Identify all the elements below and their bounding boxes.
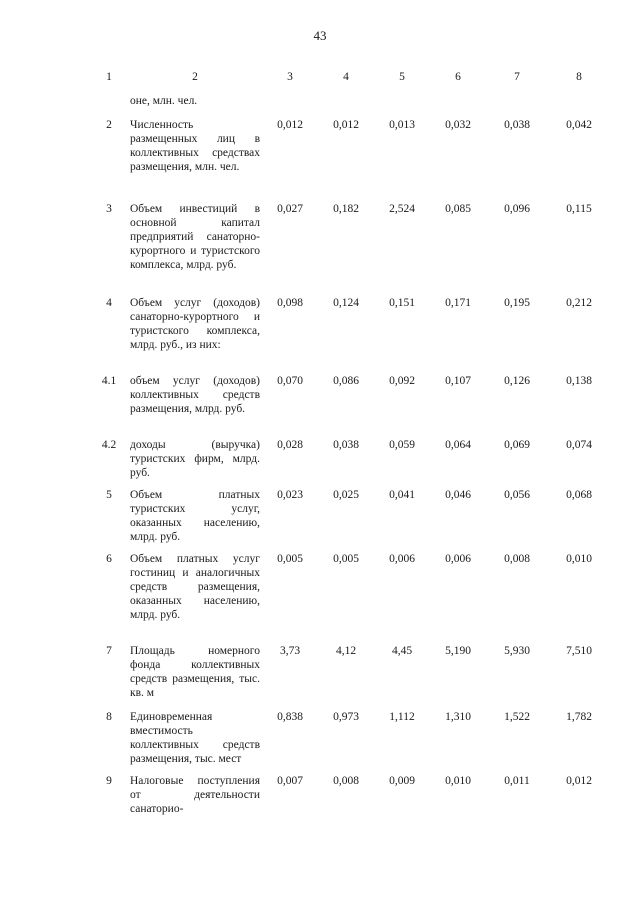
row-number: 3 (106, 203, 112, 215)
value-cell: 0,070 (277, 375, 303, 387)
row-description: Площадь номерного фонда коллективных средств размещения, тыс. кв. м (130, 645, 260, 699)
row-description: доходы (выручка) туристских фирм, млрд. руб. (130, 439, 260, 479)
value-cell: 0,012 (566, 775, 592, 787)
table-row (90, 710, 610, 774)
header-cell: 8 (576, 71, 582, 83)
row-number: 2 (106, 119, 112, 131)
value-cell: 0,041 (389, 489, 415, 501)
value-cell: 1,112 (389, 711, 415, 723)
header-cell: 4 (343, 71, 349, 83)
row-number: 9 (106, 775, 112, 787)
value-cell: 0,010 (566, 553, 592, 565)
value-cell: 0,138 (566, 375, 592, 387)
value-cell: 0,038 (333, 439, 359, 451)
value-cell: 0,013 (389, 119, 415, 131)
value-cell: 0,056 (504, 489, 530, 501)
value-cell: 5,930 (504, 645, 530, 657)
value-cell: 0,115 (566, 203, 592, 215)
header-cell: 3 (287, 71, 293, 83)
row-number: 4.2 (101, 439, 117, 451)
value-cell: 1,782 (566, 711, 592, 723)
page-number: 43 (313, 28, 327, 43)
table-row (90, 438, 610, 488)
value-cell: 0,006 (445, 553, 471, 565)
value-cell: 4,45 (391, 645, 413, 657)
value-cell: 0,027 (277, 203, 303, 215)
row-number: 4.1 (101, 375, 117, 387)
value-cell: 5,190 (445, 645, 471, 657)
value-cell: 0,008 (333, 775, 359, 787)
table-row (90, 644, 610, 710)
value-cell: 0,074 (566, 439, 592, 451)
value-cell: 0,838 (277, 711, 303, 723)
value-cell: 0,023 (277, 489, 303, 501)
header-row (90, 70, 610, 92)
row-description: Единовременная вместимость коллективных средств размещения, тыс. мест (130, 711, 260, 765)
table-row (90, 202, 610, 296)
indicators-table (90, 70, 610, 824)
table-row (90, 774, 610, 824)
value-cell: 1,310 (445, 711, 471, 723)
header-cell: 6 (455, 71, 461, 83)
value-cell: 0,107 (445, 375, 471, 387)
row-description: Численность размещенных лиц в коллективных средствах размещения, млн. чел. (130, 119, 260, 173)
value-cell: 0,005 (333, 553, 359, 565)
value-cell: 0,182 (333, 203, 359, 215)
value-cell: 0,151 (389, 297, 415, 309)
value-cell: 0,032 (445, 119, 471, 131)
value-cell: 0,011 (504, 775, 530, 787)
value-cell: 0,025 (333, 489, 359, 501)
value-cell: 0,010 (445, 775, 471, 787)
value-cell: 0,126 (504, 375, 530, 387)
value-cell: 0,046 (445, 489, 471, 501)
value-cell: 0,059 (389, 439, 415, 451)
value-cell: 0,124 (333, 297, 359, 309)
row-number: 6 (106, 553, 112, 565)
value-cell: 0,092 (389, 375, 415, 387)
row-number: 4 (106, 297, 112, 309)
header-cell: 5 (399, 71, 405, 83)
value-cell: 0,098 (277, 297, 303, 309)
row-description: Налоговые поступления от деятельности санаторио- (130, 775, 260, 815)
value-cell: 2,524 (389, 203, 415, 215)
value-cell: 0,068 (566, 489, 592, 501)
value-cell: 0,005 (277, 553, 303, 565)
value-cell: 0,195 (504, 297, 530, 309)
table-row (90, 374, 610, 438)
row-description: Объем инвестиций в основной капитал предприятий санаторно-курортного и туристского комплекса, млрд. руб. (130, 203, 260, 271)
table-row (90, 552, 610, 644)
header-cell: 2 (192, 71, 198, 83)
row-number: 7 (106, 645, 112, 657)
value-cell: 0,007 (277, 775, 303, 787)
value-cell: 0,009 (389, 775, 415, 787)
row-description: Объем платных туристских услуг, оказанных населению, млрд. руб. (130, 489, 260, 543)
value-cell: 0,085 (445, 203, 471, 215)
table-row (90, 118, 610, 202)
row-description: Объем услуг (доходов) санаторно-курортного и туристского комплекса, млрд. руб., из них: (130, 297, 260, 351)
value-cell: 0,086 (333, 375, 359, 387)
value-cell: 0,171 (445, 297, 471, 309)
value-cell: 0,042 (566, 119, 592, 131)
value-cell: 0,064 (445, 439, 471, 451)
table-row (90, 488, 610, 552)
value-cell: 4,12 (335, 645, 357, 657)
row-number: 8 (106, 711, 112, 723)
row-number: 5 (106, 489, 112, 501)
value-cell: 0,012 (333, 119, 359, 131)
row-description: объем услуг (доходов) коллективных средств размещения, млрд. руб. (130, 375, 260, 415)
table-row (90, 296, 610, 374)
continuation-text: оне, млн. чел. (130, 95, 198, 107)
value-cell: 0,008 (504, 553, 530, 565)
value-cell: 0,973 (333, 711, 359, 723)
header-cell: 7 (514, 71, 520, 83)
value-cell: 7,510 (566, 645, 592, 657)
value-cell: 3,73 (279, 645, 301, 657)
header-cell: 1 (106, 71, 112, 83)
value-cell: 0,012 (277, 119, 303, 131)
value-cell: 0,028 (277, 439, 303, 451)
value-cell: 0,096 (504, 203, 530, 215)
value-cell: 0,038 (504, 119, 530, 131)
row-description: Объем платных услуг гостиниц и аналогичных средств размещения, оказанных населению, млрд. руб. (130, 553, 260, 621)
value-cell: 0,069 (504, 439, 530, 451)
continuation-row (90, 92, 610, 118)
value-cell: 1,522 (504, 711, 530, 723)
value-cell: 0,006 (389, 553, 415, 565)
value-cell: 0,212 (566, 297, 592, 309)
